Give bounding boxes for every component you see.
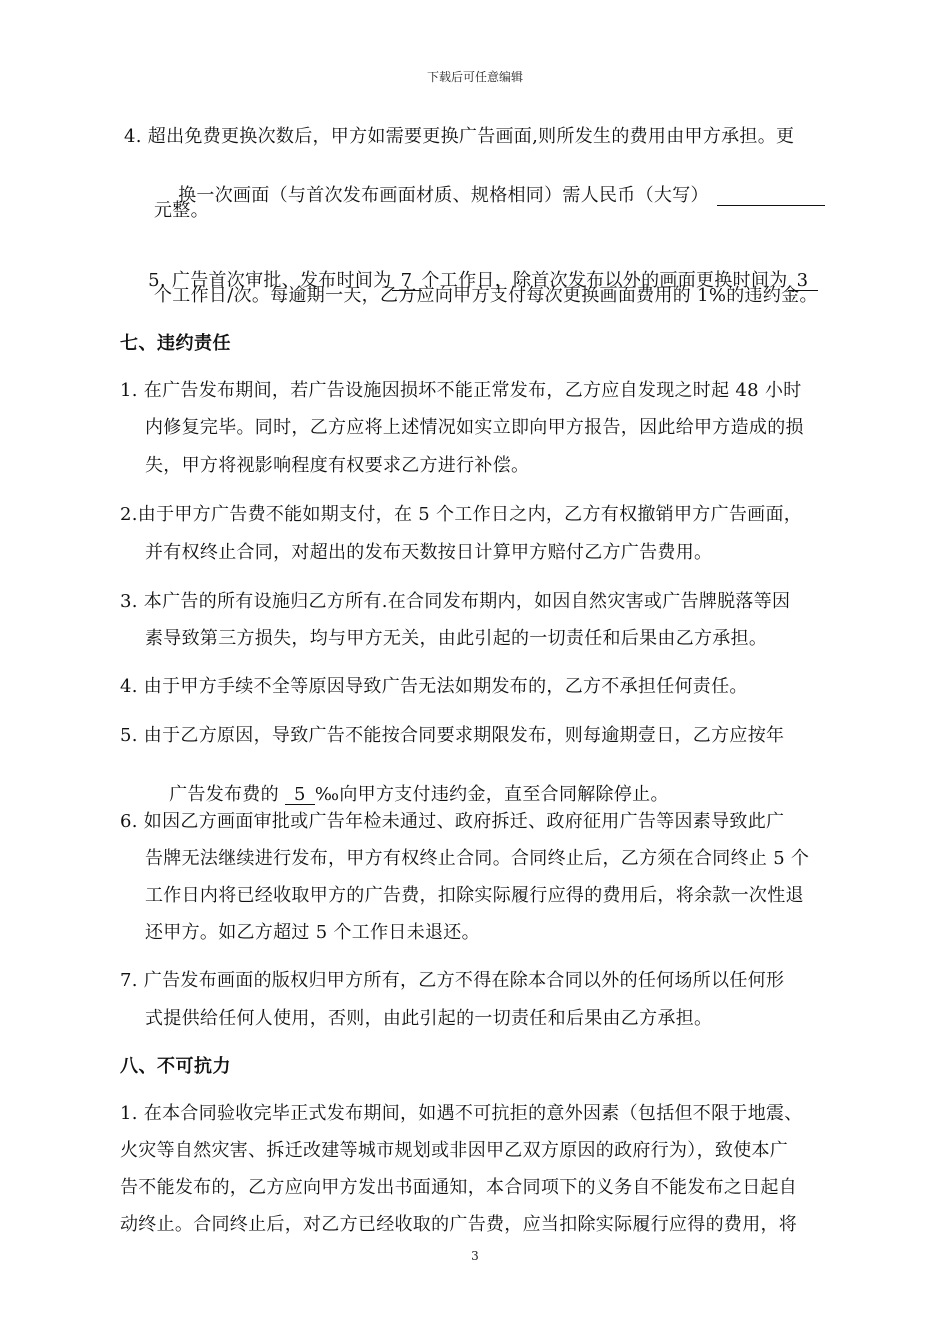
clause-7-6-line-3: 工作日内将已经收取甲方的广告费，扣除实际履行应得的费用后，将余款一次性退 [145, 885, 804, 906]
amount-blank-field[interactable] [717, 187, 825, 206]
clause-6-4-line-2 [154, 163, 825, 229]
clause-8-1-line-2: 火灾等自然灾害、拆迁改建等城市规划或非因甲乙双方原因的政府行为），致使本广 [120, 1140, 789, 1161]
clause-8-1-line-3: 告不能发布的，乙方应向甲方发出书面通知，本合同项下的义务自不能发布之日起自 [120, 1177, 798, 1198]
page-number: 3 [471, 1249, 479, 1263]
clause-6-5-line-2: 个工作日/次。每逾期一天，乙方应向甲方支付每次更换画面费用的 1%的违约金。 [154, 285, 818, 306]
clause-7-6-line-2: 告牌无法继续进行发布，甲方有权终止合同。合同终止后，乙方须在合同终止 5 个 [145, 848, 810, 869]
clause-7-1-line-3: 失，甲方将视影响程度有权要求乙方进行补偿。 [145, 455, 530, 476]
clause-7-1-line-2: 内修复完毕。同时，乙方应将上述情况如实立即向甲方报告，因此给甲方造成的损 [145, 417, 804, 438]
clause-7-5-text-b: ‰向甲方支付违约金，直至合同解除停止。 [314, 784, 669, 805]
clause-8-1-line-1: 1. 在本合同验收完毕正式发布期间，如遇不可抗拒的意外因素（包括但不限于地震、 [120, 1103, 803, 1124]
clause-6-4-line-3: 元整。 [154, 200, 209, 221]
clause-7-1-line-1: 1. 在广告发布期间，若广告设施因损坏不能正常发布，乙方应自发现之时起 48 小时 [120, 380, 802, 401]
penalty-rate-field[interactable]: 5 [285, 786, 315, 805]
clause-6-4-line-1: 4. 超出免费更换次数后，甲方如需要更换广告画面,则所发生的费用由甲方承担。更 [124, 126, 795, 147]
clause-6-4-line-2-text: 换一次画面（与首次发布画面材质、规格相同）需人民币（大写） [178, 185, 709, 206]
first-publish-days-field[interactable]: 7 [392, 272, 422, 291]
clause-7-5-text-a: 广告发布费的 [169, 784, 279, 805]
clause-6-5-text-b: 个工作日，除首次发布以外的画面更换时间为 [421, 270, 788, 291]
clause-7-4-line-1: 4. 由于甲方手续不全等原因导致广告无法如期发布的，乙方不承担任何责任。 [120, 676, 748, 697]
section-8-heading: 八、不可抗力 [120, 1056, 231, 1077]
clause-7-3-line-2: 素导致第三方损失，均与甲方无关，由此引起的一切责任和后果由乙方承担。 [145, 628, 768, 649]
clause-7-3-line-1: 3. 本广告的所有设施归乙方所有.在合同发布期内，如因自然灾害或广告牌脱落等因 [120, 591, 791, 612]
clause-7-7-line-1: 7. 广告发布画面的版权归甲方所有，乙方不得在除本合同以外的任何场所以任何形 [120, 970, 785, 991]
replace-days-field[interactable]: 3 [788, 272, 818, 291]
clause-7-2-line-1: 2.由于甲方广告费不能如期支付，在 5 个工作日之内，乙方有权撤销甲方广告画面， [120, 504, 803, 525]
clause-7-6-line-1: 6. 如因乙方画面审批或广告年检未通过、政府拆迁、政府征用广告等因素导致此广 [120, 811, 785, 832]
clause-7-2-line-2: 并有权终止合同，对超出的发布天数按日计算甲方赔付乙方广告费用。 [145, 542, 713, 563]
page-header-note: 下载后可任意编辑 [426, 70, 523, 84]
clause-7-6-line-4: 还甲方。如乙方超过 5 个工作日未退还。 [145, 922, 480, 943]
clause-7-7-line-2: 式提供给任何人使用，否则，由此引起的一切责任和后果由乙方承担。 [145, 1008, 713, 1029]
clause-8-1-line-4: 动终止。合同终止后，对乙方已经收取的广告费，应当扣除实际履行应得的费用，将 [120, 1214, 798, 1235]
section-7-heading: 七、违约责任 [120, 333, 231, 354]
clause-6-5-text-a: 5. 广告首次审批、发布时间为 [148, 270, 392, 291]
clause-7-5-line-1: 5. 由于乙方原因，导致广告不能按合同要求期限发布，则每逾期壹日，乙方应按年 [120, 725, 785, 746]
